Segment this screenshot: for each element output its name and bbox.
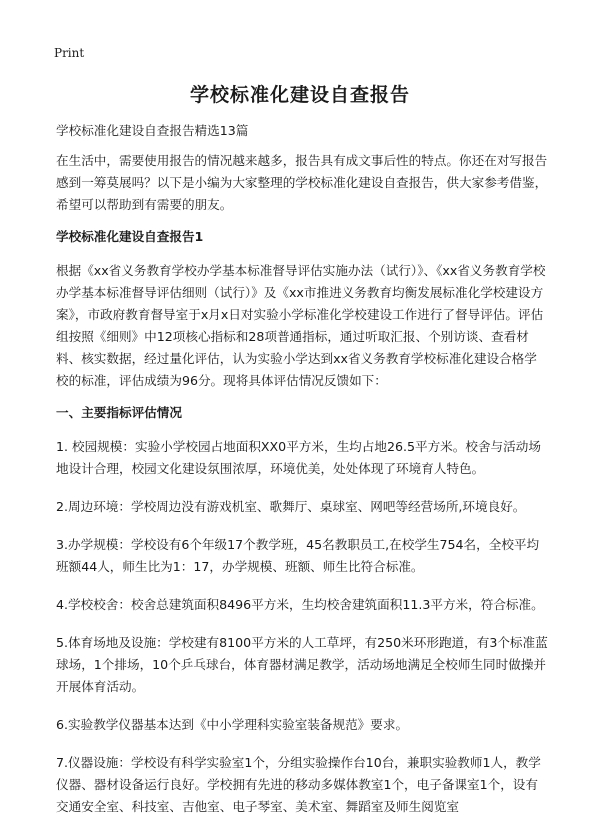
- subtitle: 学校标准化建设自查报告精选13篇: [56, 123, 249, 138]
- list-item: 1. 校园规模：实验小学校园占地面积XX0平方米，生均占地26.5平方米。校舍与活动场地设计合理，校园文化建设氛围浓厚，环境优美，处处体现了环境育人特色。: [56, 439, 541, 476]
- list-item: 3.办学规模：学校设有6个年级17个教学班，45名教职员工,在校学生754名，全校平均班额44人，师生比为1：17，办学规模、班额、师生比符合标准。: [56, 537, 540, 574]
- section-title: 学校标准化建设自查报告1: [56, 229, 204, 244]
- intro-paragraph: 在生活中，需要使用报告的情况越来越多，报告具有成文事后性的特点。你还在对写报告感到一筹莫展吗？以下是小编为大家整理的学校标准化建设自查报告，供大家参考借鉴，希望可以帮助到有需要的朋友。: [56, 153, 548, 212]
- list-item: 2.周边环境：学校周边没有游戏机室、歌舞厅、桌球室、网吧等经营场所,环境良好。: [56, 499, 526, 514]
- list-item: 7.仪器设施：学校设有科学实验室1个，分组实验操作台10台，兼职实验教师1人，教学仪器、器材设备运行良好。学校拥有先进的移动多媒体教室1个，电子备课室1个，设有交通安全室、科技室、吉他室、电子琴室、美术室、舞蹈室及师生阅览室: [56, 755, 541, 814]
- list-item: 5.体育场地及设施：学校建有8100平方米的人工草坪，有250米环形跑道，有3个标准蓝球场，1个排场，10个乒乓球台，体育器材满足教学，活动场地满足全校师生同时做操并开展体育活动。: [56, 635, 548, 694]
- page-title: 学校标准化建设自查报告: [189, 84, 410, 106]
- list-item: 6.实验教学仪器基本达到《中小学理科实验室装备规范》要求。: [56, 717, 409, 732]
- print-link[interactable]: Print: [54, 46, 85, 60]
- list-item: 4.学校校舍：校舍总建筑面积8496平方米，生均校舍建筑面积11.3平方米，符合标准。: [56, 597, 544, 612]
- section-paragraph: 根据《xx省义务教育学校办学基本标准督导评估实施办法（试行）》、《xx省义务教育学校办学基本标准督导评估细则（试行）》及《xx市推进义务教育均衡发展标准化学校建设方案》，市政府教育督导室于x月x日对实验小学标准化学校建设工作进行了督导评估。评估组按照《细则》中12项核心指标和28项普通指标，通过听取汇报、个别访谈、查看材料、核实数据，经过量化评估，认为实验小学达到xx省义务教育学校标准化建设合格学校的标准，评估成绩为96分。现将具体评估情况反馈如下：: [56, 263, 546, 388]
- document-body: [56, 120, 548, 834]
- subheading: 一、主要指标评估情况: [56, 405, 182, 420]
